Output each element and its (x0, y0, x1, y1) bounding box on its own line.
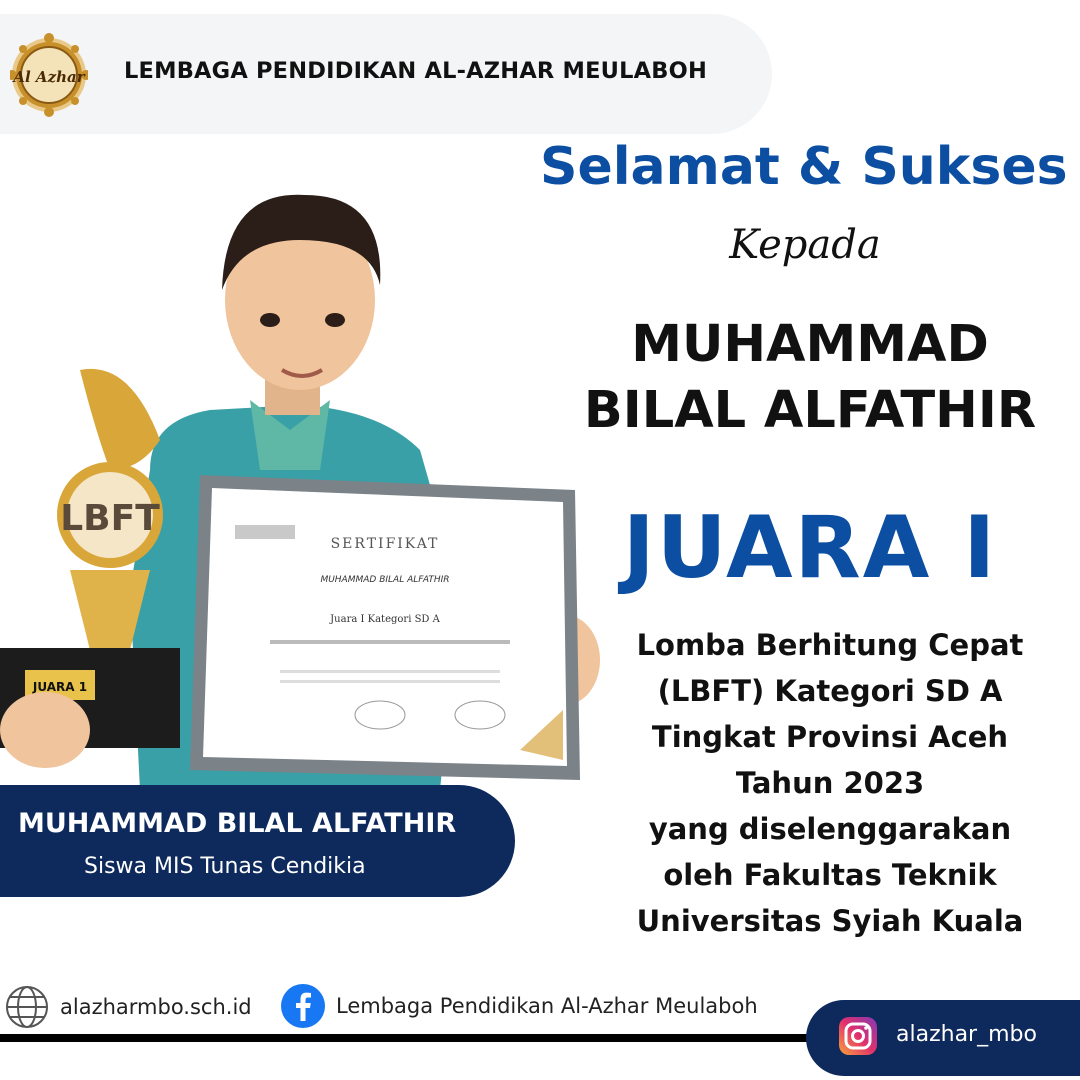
description-line: Tingkat Provinsi Aceh (651, 720, 1009, 754)
description-line: Universitas Syiah Kuala (636, 904, 1024, 938)
website-link[interactable] (4, 984, 252, 1030)
award-title: JUARA I (622, 498, 998, 598)
award-description (590, 622, 1070, 944)
certificate (190, 475, 580, 780)
website-text: alazharmbo.sch.id (60, 995, 252, 1019)
winner-name-line2: BILAL ALFATHIR (583, 381, 1037, 440)
certificate-title: SERTIFIKAT (330, 536, 440, 552)
student-school: Siswa MIS Tunas Cendikia (84, 854, 366, 879)
student-name-banner (0, 785, 515, 897)
trophy-logo: LBFT (60, 498, 160, 539)
certificate-name: MUHAMMAD BILAL ALFATHIR (320, 575, 450, 585)
trophy-label: JUARA 1 (32, 680, 88, 694)
description-line: (LBFT) Kategori SD A (657, 674, 1003, 708)
header-title: LEMBAGA PENDIDIKAN AL-AZHAR MEULABOH (124, 58, 707, 84)
student-photo (0, 170, 600, 790)
facebook-icon (280, 983, 326, 1029)
description-line: Tahun 2023 (735, 766, 925, 800)
al-azhar-logo (10, 16, 88, 134)
kepada-text: Kepada (729, 222, 881, 268)
description-line: oleh Fakultas Teknik (663, 858, 997, 892)
certificate-rank: Juara I Kategori SD A (330, 614, 440, 625)
description-line: Lomba Berhitung Cepat (636, 628, 1024, 662)
description-line: yang diselenggarakan (648, 812, 1012, 846)
student-name: MUHAMMAD BILAL ALFATHIR (18, 808, 457, 839)
globe-icon (4, 984, 50, 1030)
winner-name (560, 312, 1060, 444)
footer-divider (0, 1034, 820, 1042)
logo-text: Al Azhar (13, 68, 85, 86)
congrats-heading: Selamat & Sukses (540, 137, 1068, 197)
facebook-text: Lembaga Pendidikan Al-Azhar Meulaboh (336, 994, 758, 1018)
instagram-icon (838, 1016, 878, 1056)
winner-name-line1: MUHAMMAD (631, 315, 989, 374)
instagram-handle[interactable]: alazhar_mbo (896, 1022, 1037, 1047)
facebook-link[interactable] (280, 983, 758, 1029)
